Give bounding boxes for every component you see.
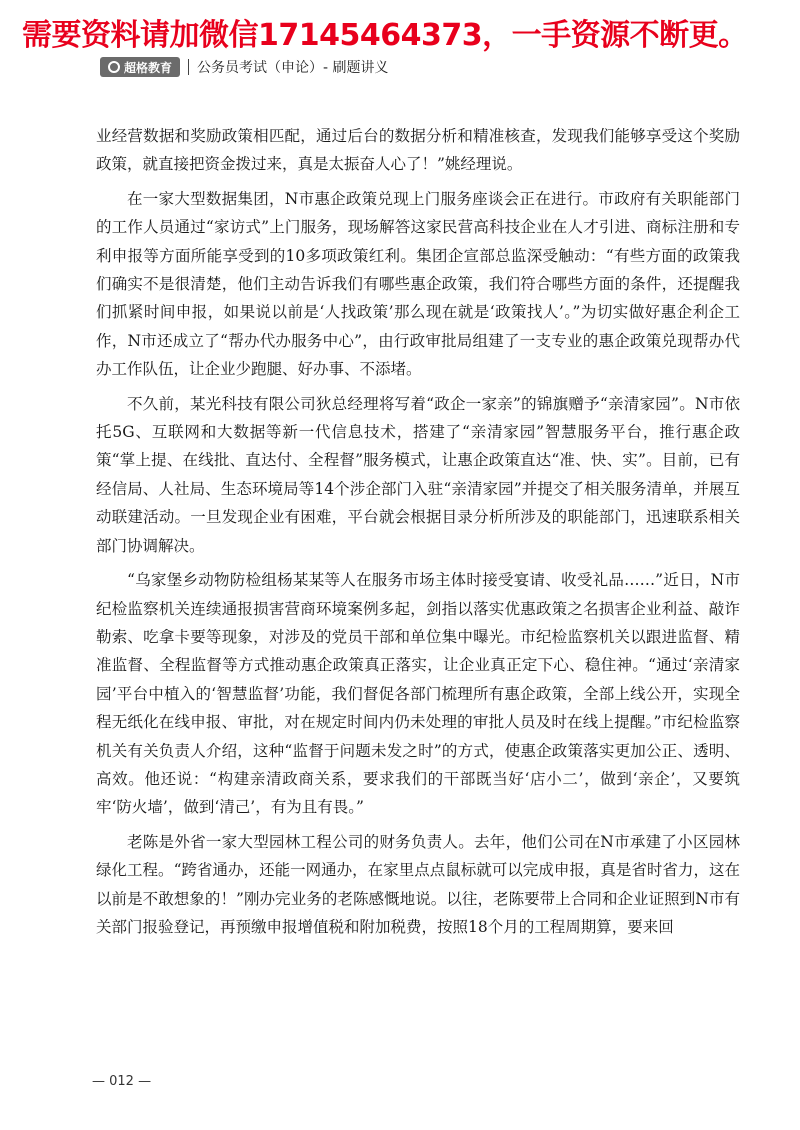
logo-icon	[108, 61, 120, 73]
header-divider	[188, 59, 189, 75]
page-number: — 012 —	[92, 1074, 152, 1089]
publisher-logo	[100, 57, 180, 77]
paragraph: 业经营数据和奖励政策相匹配，通过后台的数据分析和精准核查，发现我们能够享受这个奖励政策，就直接把资金拨过来，真是太振奋人心了！”姚经理说。	[96, 127, 740, 174]
logo-text: 超格教育	[124, 60, 173, 75]
paragraph: 不久前，某光科技有限公司狄总经理将写着“政企一家亲”的锦旗赠予“亲清家园”。N市依托5G、互联网和大数据等新一代信息技术，搭建了“亲清家园”智慧服务平台，推行惠企政策“掌上提、在线批、直达付、全程督”服务模式，让惠企政策直达“准、快、实”。目前，已有经信局、人社局、生态环境局等14个涉企部门入驻“亲清家园”并提交了相关服务清单，并展互动联建活动。一旦发现企业有困难，平台就会根据目录分析所涉及的职能部门，迅速联系相关部门协调解决。	[96, 394, 740, 555]
watermark-banner: 需要资料请加微信17145464373，一手资源不断更。	[22, 18, 748, 53]
running-title: 公务员考试（申论）- 刷题讲义	[197, 60, 389, 76]
paragraph: 在一家大型数据集团，N市惠企政策兑现上门服务座谈会正在进行。市政府有关职能部门的工作人员通过“家访式”上门服务，现场解答这家民营高科技企业在人才引进、商标注册和专利申报等方面所能享受到的10多项政策红利。集团企宣部总监深受触动：“有些方面的政策我们确实不是很清楚，他们主动告诉我们有哪些惠企政策，我们符合哪些方面的条件，还提醒我们抓紧时间申报，如果说以前是‘人找政策’那么现在就是‘政策找人’。”为切实做好惠企利企工作，N市还成立了“帮办代办服务中心”，由行政审批局组建了一支专业的惠企政策兑现帮办代办工作队伍，让企业少跑腿、好办事、不添堵。	[96, 189, 740, 379]
page-header	[100, 56, 389, 78]
paragraph: “乌家堡乡动物防检组杨某某等人在服务市场主体时接受宴请、收受礼品……”近日，N市纪检监察机关连续通报损害营商环境案例多起，剑指以落实优惠政策之名损害企业利益、敲诈勒索、吃拿卡要等现象，对涉及的党员干部和单位集中曝光。市纪检监察机关以跟进监督、精准监督、全程监督等方式推动惠企政策真正落实，让企业真正定下心、稳住神。“通过‘亲清家园’平台中植入的‘智慧监督’功能，我们督促各部门梳理所有惠企政策，全部上线公开，实现全程无纸化在线申报、审批，对在规定时间内仍未处理的审批人员及时在线上提醒。”市纪检监察机关有关负责人介绍，这种“监督于问题未发之时”的方式，使惠企政策落实更加公正、透明、高效。他还说：“构建亲清政商关系，要求我们的干部既当好‘店小二’，做到‘亲企’，又要筑牢‘防火墙’，做到‘清己’，有为且有畏。”	[96, 571, 740, 817]
paragraph: 老陈是外省一家大型园林工程公司的财务负责人。去年，他们公司在N市承建了小区园林绿化工程。“跨省通办，还能一网通办，在家里点点鼠标就可以完成申报，真是省时省力，这在以前是不敢想象的！”刚办完业务的老陈感慨地说。以往，老陈要带上合同和企业证照到N市有关部门报验登记，再预缴申报增值税和附加税费，按照18个月的工程周期算，要来回	[96, 832, 740, 936]
body-text	[96, 122, 740, 941]
